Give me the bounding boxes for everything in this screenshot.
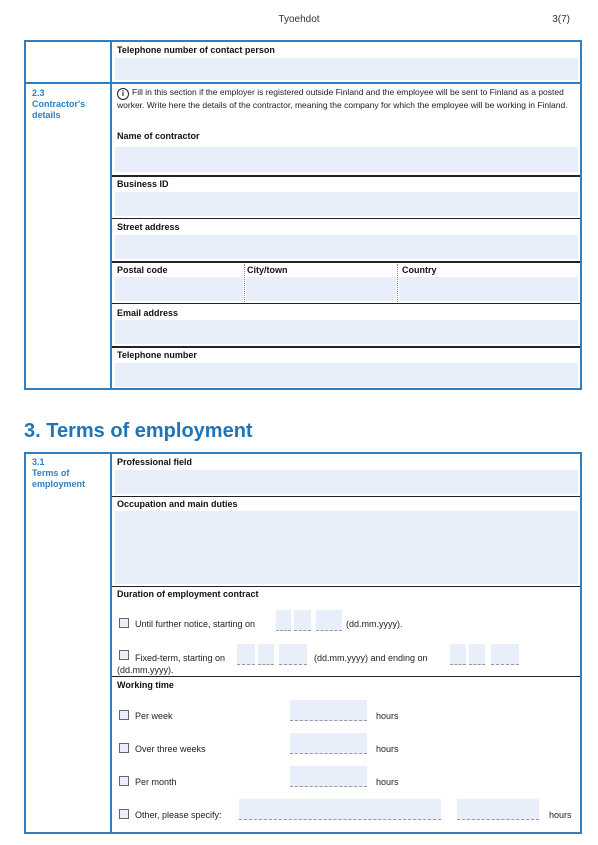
business-id-field[interactable] <box>115 192 578 216</box>
label-duration: Duration of employment contract <box>117 589 259 599</box>
left-column <box>26 42 112 388</box>
fixed-start-day-field[interactable] <box>237 644 255 665</box>
section-number-3-1: 3.1 <box>32 457 45 467</box>
telephone-field[interactable] <box>115 363 578 387</box>
and-ending-label: (dd.mm.yyyy) and ending on <box>314 653 428 663</box>
label-business-id: Business ID <box>117 179 169 189</box>
per-week-checkbox[interactable] <box>119 710 129 720</box>
end-day-field[interactable] <box>450 644 466 665</box>
per-week-hours-field[interactable] <box>290 700 367 721</box>
until-notice-checkbox[interactable] <box>119 618 129 628</box>
other-hours-field[interactable] <box>457 799 539 820</box>
hours-unit: hours <box>376 711 399 721</box>
label-contractor-name: Name of contractor <box>117 131 200 141</box>
contact-phone-field[interactable] <box>115 58 578 80</box>
section-number-2-3: 2.3 <box>32 88 45 98</box>
info-note: i Fill in this section if the employer is registered outside Finland and the employee will be sent to Finland as a posted worker. Write here the details of the contractor, meaning the company for which the employee will be working in Finland. <box>117 87 568 110</box>
start-year-field[interactable] <box>316 610 342 631</box>
terms-table <box>24 452 582 834</box>
contractor-name-field[interactable] <box>115 147 578 172</box>
per-month-checkbox[interactable] <box>119 776 129 786</box>
section-title-contractor: Contractor's details <box>32 99 86 120</box>
three-weeks-checkbox[interactable] <box>119 743 129 753</box>
hours-unit: hours <box>376 744 399 754</box>
per-week-label: Per week <box>135 711 173 721</box>
page-number: 3(7) <box>552 14 570 25</box>
start-day-field[interactable] <box>276 610 291 631</box>
info-icon: i <box>117 88 129 100</box>
label-city: City/town <box>247 265 288 275</box>
label-street-address: Street address <box>117 222 180 232</box>
hours-unit: hours <box>376 777 399 787</box>
city-field[interactable] <box>246 277 396 301</box>
three-weeks-label: Over three weeks <box>135 744 206 754</box>
label-occupation: Occupation and main duties <box>117 499 238 509</box>
occupation-field[interactable] <box>115 511 578 584</box>
postal-code-field[interactable] <box>115 277 243 301</box>
other-specify-field[interactable] <box>239 799 441 820</box>
fixed-start-year-field[interactable] <box>279 644 307 665</box>
fixed-term-label: Fixed-term, starting on <box>135 653 226 663</box>
other-checkbox[interactable] <box>119 809 129 819</box>
contractor-table <box>24 40 582 390</box>
label-email: Email address <box>117 308 179 318</box>
country-field[interactable] <box>399 277 578 301</box>
end-year-field[interactable] <box>491 644 519 665</box>
per-month-label: Per month <box>135 777 177 787</box>
email-field[interactable] <box>115 320 578 344</box>
date-format-hint-2: (dd.mm.yyyy). <box>117 665 174 675</box>
label-professional-field: Professional field <box>117 457 193 467</box>
other-label: Other, please specify: <box>135 810 222 820</box>
three-weeks-hours-field[interactable] <box>290 733 367 754</box>
fixed-term-checkbox[interactable] <box>119 650 129 660</box>
fixed-start-month-field[interactable] <box>258 644 274 665</box>
document-title: Tyoehdot <box>278 14 320 25</box>
label-postal-code: Postal code <box>117 265 168 275</box>
label-contact-phone: Telephone number of contact person <box>117 45 275 55</box>
section-title-terms: Terms of employment <box>32 468 86 489</box>
start-month-field[interactable] <box>294 610 311 631</box>
hours-unit: hours <box>549 810 572 820</box>
until-notice-label: Until further notice, starting on <box>135 619 256 629</box>
left-column-terms <box>26 454 112 832</box>
professional-field-input[interactable] <box>115 470 578 494</box>
date-format-hint: (dd.mm.yyyy). <box>346 619 403 629</box>
street-address-field[interactable] <box>115 235 578 259</box>
label-working-time: Working time <box>117 680 174 690</box>
label-telephone: Telephone number <box>117 350 197 360</box>
end-month-field[interactable] <box>469 644 485 665</box>
section-heading-terms: 3. Terms of employment <box>24 420 253 442</box>
per-month-hours-field[interactable] <box>290 766 367 787</box>
label-country: Country <box>402 265 437 275</box>
